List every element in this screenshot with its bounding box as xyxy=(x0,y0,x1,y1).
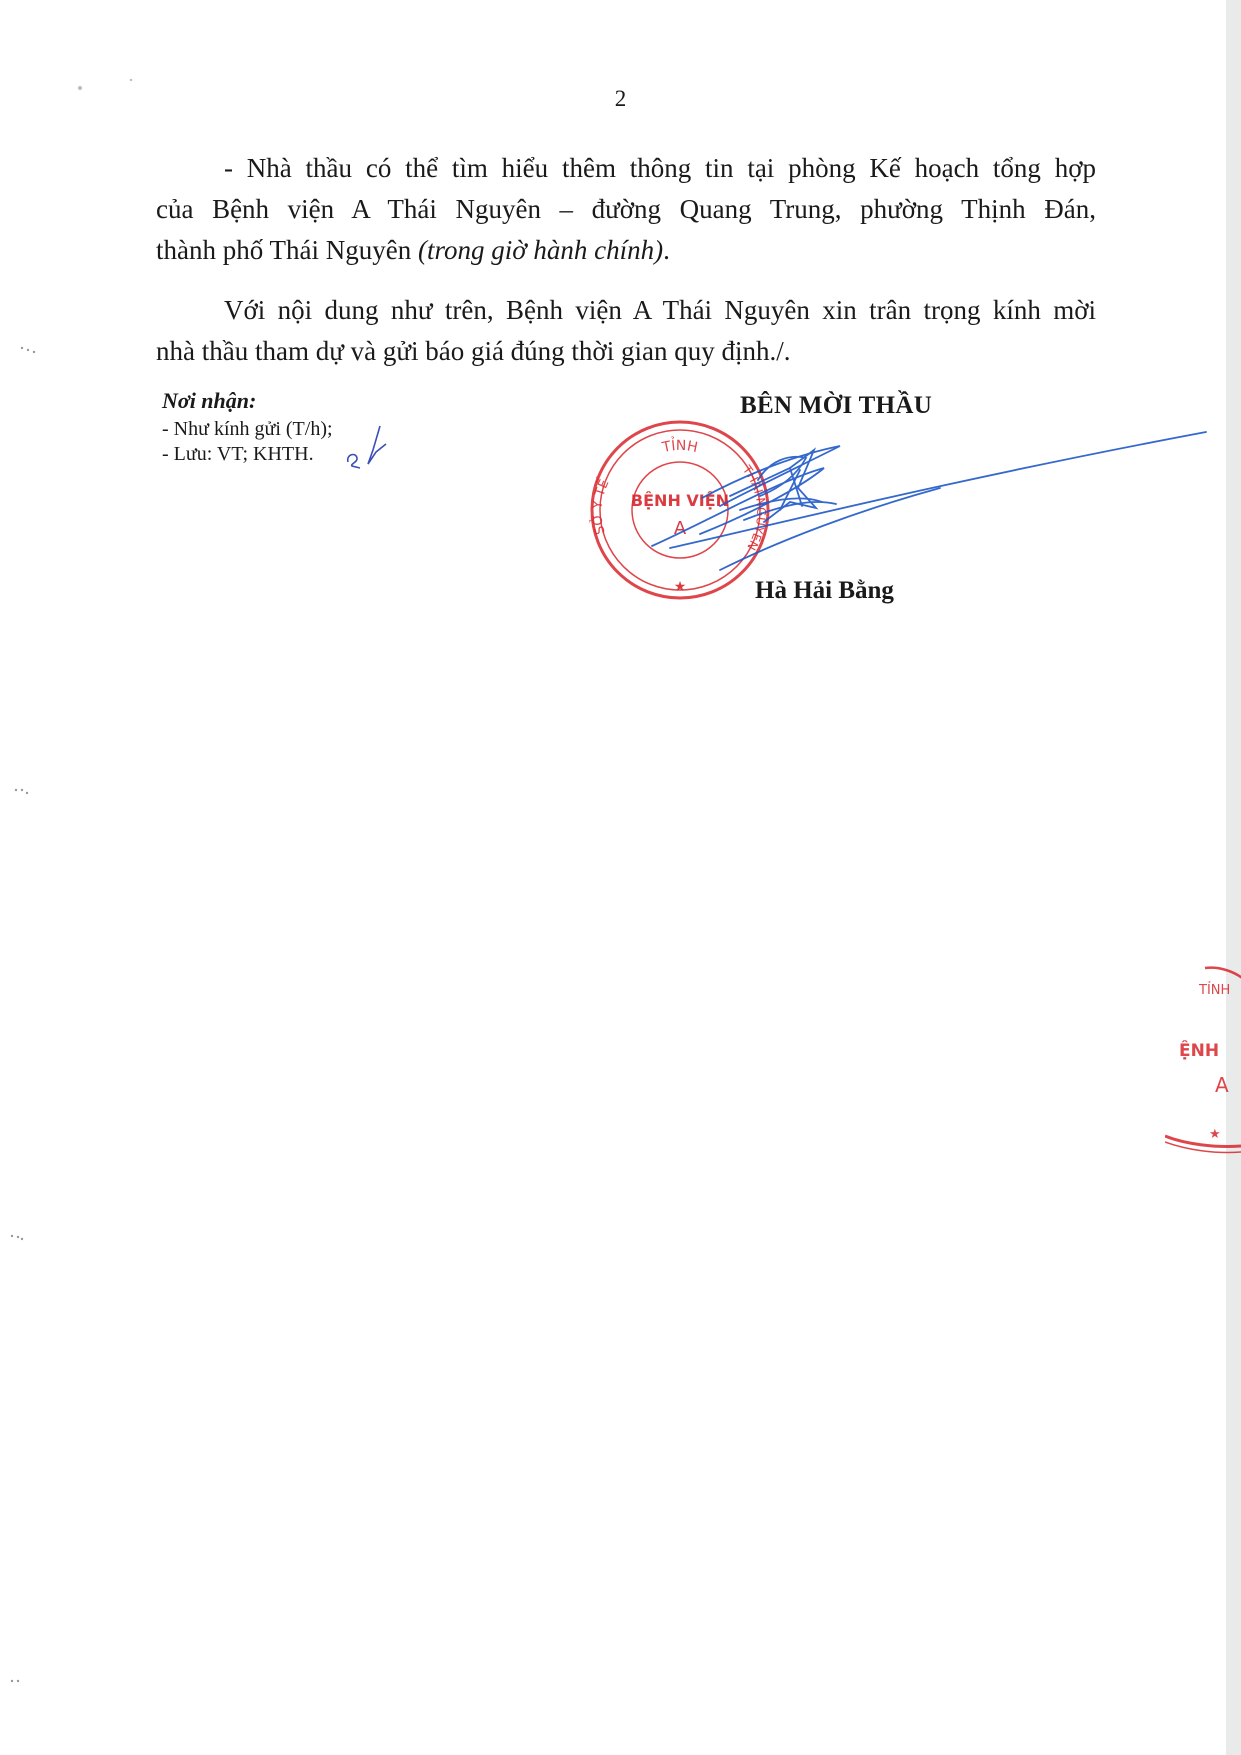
edge-stamp-text: A xyxy=(1215,1073,1229,1097)
edge-stamp xyxy=(1165,958,1241,1158)
paragraph-text: thành phố Thái Nguyên xyxy=(156,235,418,265)
stamp-text-left: SỞ Y TẾ xyxy=(590,477,613,536)
stamp-text-top: TỈNH xyxy=(660,437,699,457)
stamp-star-icon: ★ xyxy=(673,579,687,595)
edge-stamp-star-icon: ★ xyxy=(1209,1127,1221,1142)
recipients-block xyxy=(162,388,333,467)
paragraph-text: . xyxy=(663,235,670,265)
recipient-item: - Lưu: VT; KHTH. xyxy=(162,443,314,465)
paragraph-line xyxy=(156,230,1096,271)
paragraph-line: - Nhà thầu có thể tìm hiểu thêm thông tin tại phòng Kế hoạch tổng hợp xyxy=(224,153,1096,183)
handwritten-signature xyxy=(640,410,1210,580)
initials-mark xyxy=(340,424,390,472)
signature-title: BÊN MỜI THẦU xyxy=(740,392,933,419)
scan-page-edge xyxy=(1226,0,1241,1755)
paragraph-line: Với nội dung như trên, Bệnh viện A Thái Nguyên xin trân trọng kính mời xyxy=(224,295,1096,325)
edge-stamp-text: TỈNH xyxy=(1199,983,1231,998)
stamp-text-center: BỆNH VIỆN xyxy=(630,491,730,510)
signer-name: Hà Hải Bằng xyxy=(755,577,894,604)
paragraph-line: của Bệnh viện A Thái Nguyên – đường Quang Trung, phường Thịnh Đán, xyxy=(156,194,1096,224)
stamp-text-right: THÁI NGUYÊN xyxy=(739,462,769,553)
svg-text:SỞ Y TẾ xyxy=(588,476,612,536)
contact-info-paragraph xyxy=(156,148,1096,271)
office-hours-note: (trong giờ hành chính) xyxy=(417,235,664,265)
invitation-paragraph xyxy=(156,290,1096,372)
stamp-text-letter: A xyxy=(673,518,687,539)
edge-stamp-text: ỆNH xyxy=(1179,1041,1220,1061)
recipient-item: - Như kính gửi (T/h); xyxy=(162,418,333,440)
recipients-label: Nơi nhận: xyxy=(162,388,257,413)
scan-specks xyxy=(0,0,160,1755)
page-number: 2 xyxy=(614,86,627,111)
paragraph-line: nhà thầu tham dự và gửi báo giá đúng thời gian quy định./. xyxy=(156,336,791,366)
